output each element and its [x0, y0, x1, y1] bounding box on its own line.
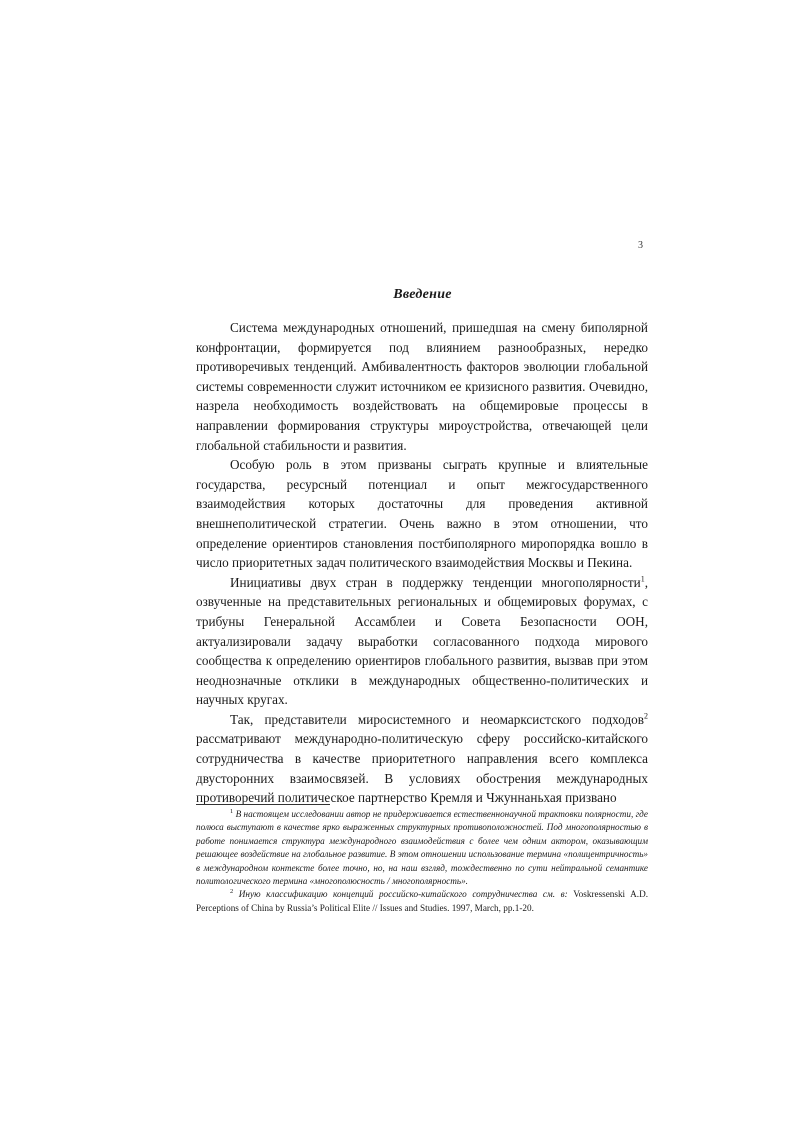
paragraph-text: , озвученные на представительных региональных и общемировых форумах, с трибуны Генеральной Ассамблеи и Совета Безопасности ООН, актуализировали задачу выработки согласованного подхода мирового сообщества к определению ориентиров глобального развития, вызвав при этом неоднозначные отклики в международных общественно-политических и научных кругах.	[196, 574, 648, 708]
footnote-mark: 1	[230, 807, 234, 815]
paragraph: Система международных отношений, пришедшая на смену биполярной конфронтации, формируется под влиянием разнообразных, нередко противоречивых тенденций. Амбивалентность факторов эволюции глобальной системы современности служит источником ее кризисного развития. Очевидно, назрела необходимость воздействовать на общемировые процессы в направлении формирования структуры мироустройства, отвечающей цели глобальной стабильности и развития.	[196, 320, 648, 453]
page-title: Введение	[393, 287, 452, 302]
paragraph	[196, 573, 648, 710]
body-text	[196, 318, 648, 808]
paragraph: Особую роль в этом призваны сыграть крупные и влиятельные государства, ресурсный потенциал и опыт межгосударственного взаимодействия которых достаточны для проведения активной внешнеполитической стратегии. Очень важно в этом отношении, что определение ориентиров становления постбиполярного миропорядка вошло в число приоритетных задач политического взаимодействия Москвы и Пекина.	[196, 457, 648, 571]
footnote	[196, 888, 648, 915]
footnote-text: Иную классификацию концепций российско-китайского сотрудничества см. в:	[238, 889, 568, 900]
paragraph-text: Так, представители миросистемного и неомарксистского подходов	[230, 711, 644, 727]
footnote	[196, 808, 648, 888]
footnote-reference[interactable]: 1	[640, 574, 645, 584]
footnote-citation: Voskressenski A.D. Perceptions of China by Russia’s Political Elite // Issues and Studies. 1997, March, pp.1-20.	[196, 889, 649, 913]
page-number: 3	[638, 240, 643, 251]
footnote-text: В настоящем исследовании автор не придерживается естественнонаучной трактовки полярности, где полюса выступают в качестве ярко выраженных структурных противоположностей. Под многополярностью в работе понимается структура международного взаимодействия с более чем одним актором, оказывающим решающее воздействие на глобальное развитие. В этом отношении использование термина «полицентричность» в международном контексте более точно, но, на наш взгляд, тождественно по сути нейтральной семантике политологического термина «многополюсность / многополярность».	[196, 809, 648, 887]
paragraph-text: Инициативы двух стран в поддержку тенденции многополярности	[230, 574, 641, 590]
footnote-separator	[196, 804, 330, 805]
paragraph	[196, 710, 648, 808]
footnotes	[196, 808, 648, 915]
footnote-reference[interactable]: 2	[644, 711, 648, 721]
paragraph-text: рассматривают международно-политическую сферу российско-китайского сотрудничества в качестве приоритетного направления всего комплекса двусторонних взаимосвязей. В условиях обострения международных противоречий политическое партнерство Кремля и Чжуннаньхая призвано	[196, 731, 648, 806]
footnote-mark: 2	[230, 888, 234, 896]
